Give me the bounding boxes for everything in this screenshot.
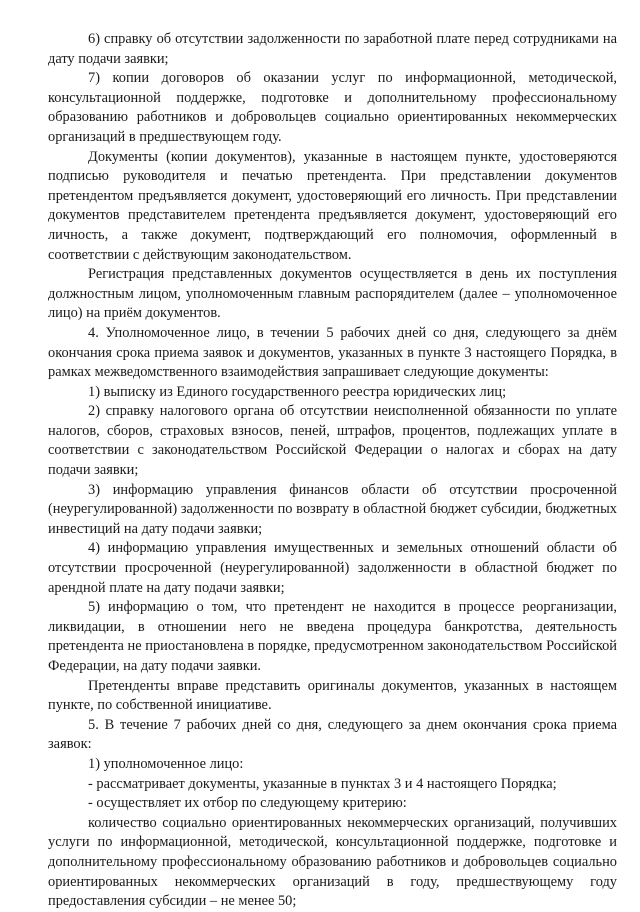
paragraph-request-2: 2) справку налогового органа об отсутствии неисполненной обязанности по уплате налогов, сборов, страховых взносов, пеней, штрафов, процентов, подлежащих уплате в соответствии с законодательством Российской Федерации о налогах и сборах на дату подачи заявки; [48, 403, 617, 479]
document-page [48, 30, 617, 912]
paragraph-section-4: 4. Уполномоченное лицо, в течении 5 рабочих дней со дня, следующего за днём окончания срока приема заявок и документов, указанных в пункте 3 настоящего Порядка, в рамках межведомственного взаимодействия запрашивает следующие документы: [48, 324, 617, 381]
paragraph-registration: Регистрация представленных документов осуществляется в день их поступления должностным лицом, уполномоченным главным распорядителем (далее – уполномоченное лицо) на приём документов. [48, 266, 617, 322]
paragraph-item-6: 6) справку об отсутствии задолженности по заработной плате перед сотрудниками на дату подачи заявки; [48, 31, 617, 67]
paragraph-request-5: 5) информацию о том, что претендент не находится в процессе реорганизации, ликвидации, в отношении него не введена процедура банкротства, деятельность претендента не приостановлена в порядке, предусмотренном законодательством Российской Федерации, на дату подачи заявки. [48, 599, 617, 674]
paragraph-request-1: 1) выписку из Единого государственного реестра юридических лиц; [88, 383, 507, 400]
paragraph-reviews-documents: - рассматривает документы, указанные в пунктах 3 и 4 настоящего Порядка; [88, 775, 557, 792]
paragraph-criterion-count: количество социально ориентированных некоммерческих организаций, получивших услуги по информационной, методической, консультационной поддержке, подготовке и дополнительному профессиональному образованию работников и добровольцев социально ориентированных некоммерческих организаций в году, предшествующему году предоставления субсидии – не менее 50; [48, 814, 617, 910]
paragraph-documents-certification: Документы (копии документов), указанные в настоящем пункте, удостоверяются подписью руководителя и печатью претендента. При представлении документов претендентом предъявляется документ, удостоверяющий его личность. При представлении документов представителем претендента предъявляется документ, удостоверяющий его личность, а также документ, подтверждающий его полномочия, оформленный в соответствии с действующим законодательством. [48, 148, 617, 263]
paragraph-item-7: 7) копии договоров об оказании услуг по информационной, методической, консультационной поддержке, подготовке и дополнительному профессиональному образованию работников и добровольцев социально ориентированных некоммерческих организаций в предшествующем году. [48, 70, 617, 145]
paragraph-request-4: 4) информацию управления имущественных и земельных отношений области об отсутствии просроченной (неурегулированной) задолженности в областной бюджет по арендной плате на дату подачи заявки; [48, 540, 617, 596]
paragraph-selection-criterion: - осуществляет их отбор по следующему критерию: [88, 795, 407, 812]
paragraph-section-5: 5. В течение 7 рабочих дней со дня, следующего за днем окончания срока приема заявок: [48, 716, 617, 753]
paragraph-request-3: 3) информацию управления финансов области об отсутствии просроченной (неурегулированной) задолженности по возврату в областной бюджет субсидии, бюджетных инвестиций на дату подачи заявки; [48, 481, 617, 537]
paragraph-originals: Претенденты вправе представить оригиналы документов, указанных в настоящем пункте, по собственной инициативе. [48, 677, 617, 714]
paragraph-authorized-person: 1) уполномоченное лицо: [88, 755, 244, 772]
